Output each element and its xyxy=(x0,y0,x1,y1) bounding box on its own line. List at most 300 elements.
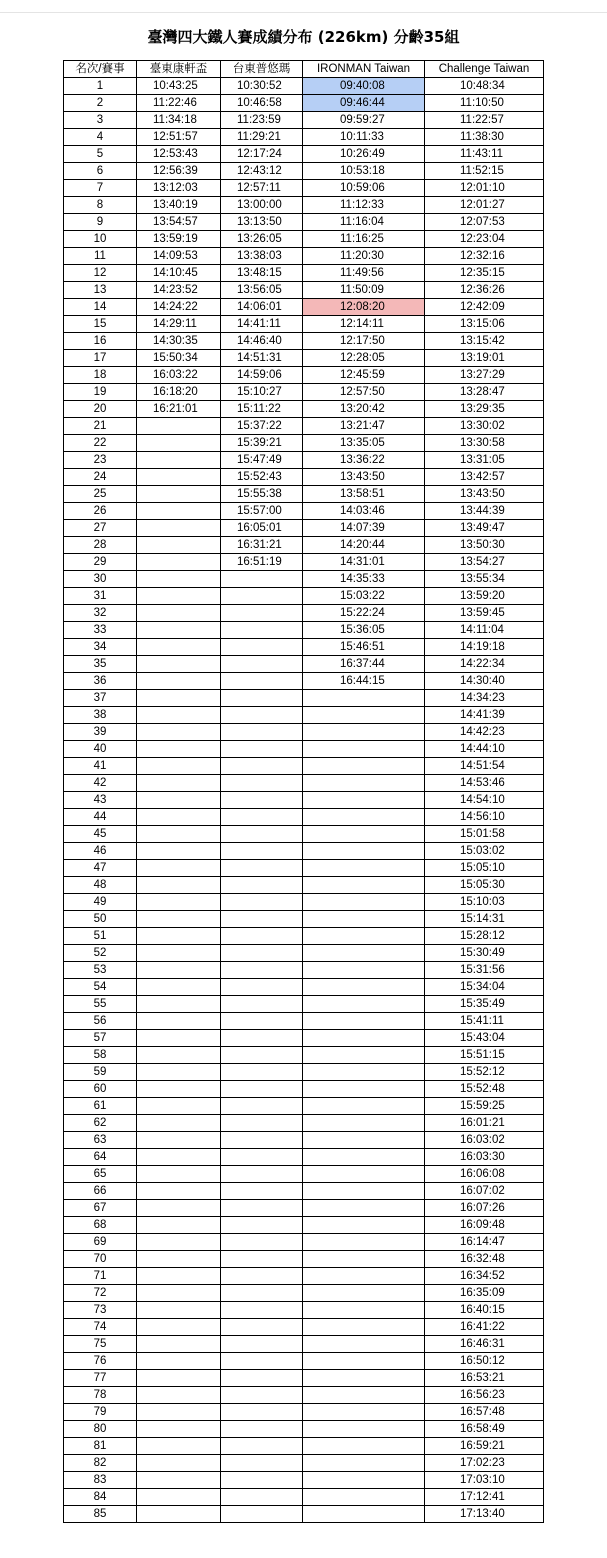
cell-challenge-taiwan: 16:01:21 xyxy=(425,1115,544,1132)
cell-challenge-taiwan: 13:15:42 xyxy=(425,333,544,350)
cell-ironman-taiwan xyxy=(303,741,425,758)
cell-challenge-taiwan: 16:09:48 xyxy=(425,1217,544,1234)
cell-challenge-taiwan: 14:51:54 xyxy=(425,758,544,775)
cell-taitung-puyuma xyxy=(221,571,303,588)
cell-taitung-puyuma xyxy=(221,724,303,741)
cell-rank: 61 xyxy=(64,1098,137,1115)
header-challenge-taiwan: Challenge Taiwan xyxy=(425,61,544,78)
cell-taitung-puyuma xyxy=(221,945,303,962)
cell-kangxuan-cup xyxy=(137,775,221,792)
cell-kangxuan-cup xyxy=(137,1047,221,1064)
cell-kangxuan-cup: 14:10:45 xyxy=(137,265,221,282)
cell-challenge-taiwan: 12:42:09 xyxy=(425,299,544,316)
cell-taitung-puyuma xyxy=(221,1013,303,1030)
cell-rank: 10 xyxy=(64,231,137,248)
cell-ironman-taiwan: 10:59:06 xyxy=(303,180,425,197)
cell-challenge-taiwan: 16:57:48 xyxy=(425,1404,544,1421)
header-kangxuan-cup: 臺東康軒盃 xyxy=(137,61,221,78)
cell-kangxuan-cup xyxy=(137,1030,221,1047)
cell-challenge-taiwan: 16:41:22 xyxy=(425,1319,544,1336)
table-row xyxy=(64,707,544,724)
table-row xyxy=(64,520,544,537)
cell-ironman-taiwan xyxy=(303,894,425,911)
cell-challenge-taiwan: 14:44:10 xyxy=(425,741,544,758)
cell-taitung-puyuma: 16:51:19 xyxy=(221,554,303,571)
cell-rank: 36 xyxy=(64,673,137,690)
table-row xyxy=(64,1217,544,1234)
cell-rank: 59 xyxy=(64,1064,137,1081)
cell-taitung-puyuma xyxy=(221,1268,303,1285)
cell-rank: 12 xyxy=(64,265,137,282)
cell-taitung-puyuma xyxy=(221,928,303,945)
cell-taitung-puyuma xyxy=(221,809,303,826)
header-rank: 名次/賽事 xyxy=(64,61,137,78)
table-row xyxy=(64,503,544,520)
cell-challenge-taiwan: 15:34:04 xyxy=(425,979,544,996)
table-row xyxy=(64,1081,544,1098)
cell-challenge-taiwan: 12:23:04 xyxy=(425,231,544,248)
cell-taitung-puyuma: 14:46:40 xyxy=(221,333,303,350)
cell-taitung-puyuma: 14:06:01 xyxy=(221,299,303,316)
cell-kangxuan-cup xyxy=(137,435,221,452)
cell-rank: 40 xyxy=(64,741,137,758)
cell-kangxuan-cup xyxy=(137,418,221,435)
cell-rank: 30 xyxy=(64,571,137,588)
cell-rank: 74 xyxy=(64,1319,137,1336)
cell-rank: 84 xyxy=(64,1489,137,1506)
cell-kangxuan-cup xyxy=(137,1081,221,1098)
cell-rank: 80 xyxy=(64,1421,137,1438)
cell-rank: 31 xyxy=(64,588,137,605)
cell-challenge-taiwan: 13:15:06 xyxy=(425,316,544,333)
cell-rank: 49 xyxy=(64,894,137,911)
cell-challenge-taiwan: 13:59:45 xyxy=(425,605,544,622)
cell-taitung-puyuma xyxy=(221,1098,303,1115)
cell-kangxuan-cup xyxy=(137,1302,221,1319)
cell-challenge-taiwan: 16:06:08 xyxy=(425,1166,544,1183)
cell-ironman-taiwan: 15:36:05 xyxy=(303,622,425,639)
cell-challenge-taiwan: 13:30:02 xyxy=(425,418,544,435)
cell-taitung-puyuma xyxy=(221,1234,303,1251)
cell-ironman-taiwan xyxy=(303,707,425,724)
results-table xyxy=(63,60,544,1523)
table-row xyxy=(64,350,544,367)
cell-ironman-taiwan: 15:46:51 xyxy=(303,639,425,656)
cell-ironman-taiwan: 13:35:05 xyxy=(303,435,425,452)
cell-challenge-taiwan: 16:46:31 xyxy=(425,1336,544,1353)
cell-challenge-taiwan: 16:32:48 xyxy=(425,1251,544,1268)
cell-kangxuan-cup: 10:43:25 xyxy=(137,78,221,95)
table-row xyxy=(64,758,544,775)
cell-kangxuan-cup xyxy=(137,486,221,503)
cell-ironman-taiwan xyxy=(303,809,425,826)
cell-kangxuan-cup xyxy=(137,1404,221,1421)
cell-kangxuan-cup xyxy=(137,588,221,605)
cell-rank: 75 xyxy=(64,1336,137,1353)
cell-challenge-taiwan: 13:59:20 xyxy=(425,588,544,605)
cell-taitung-puyuma xyxy=(221,639,303,656)
cell-ironman-taiwan xyxy=(303,758,425,775)
cell-kangxuan-cup xyxy=(137,826,221,843)
cell-rank: 33 xyxy=(64,622,137,639)
cell-challenge-taiwan: 13:27:29 xyxy=(425,367,544,384)
cell-taitung-puyuma: 14:51:31 xyxy=(221,350,303,367)
cell-taitung-puyuma xyxy=(221,1217,303,1234)
cell-challenge-taiwan: 15:52:12 xyxy=(425,1064,544,1081)
cell-rank: 73 xyxy=(64,1302,137,1319)
cell-taitung-puyuma xyxy=(221,673,303,690)
cell-challenge-taiwan: 15:59:25 xyxy=(425,1098,544,1115)
cell-ironman-taiwan xyxy=(303,1183,425,1200)
cell-rank: 48 xyxy=(64,877,137,894)
cell-ironman-taiwan xyxy=(303,996,425,1013)
cell-kangxuan-cup: 13:12:03 xyxy=(137,180,221,197)
cell-taitung-puyuma xyxy=(221,1132,303,1149)
cell-kangxuan-cup xyxy=(137,1336,221,1353)
cell-taitung-puyuma xyxy=(221,656,303,673)
cell-kangxuan-cup xyxy=(137,1489,221,1506)
cell-ironman-taiwan xyxy=(303,792,425,809)
table-row xyxy=(64,894,544,911)
cell-taitung-puyuma xyxy=(221,962,303,979)
cell-taitung-puyuma: 15:39:21 xyxy=(221,435,303,452)
cell-ironman-taiwan xyxy=(303,1302,425,1319)
cell-ironman-taiwan: 12:28:05 xyxy=(303,350,425,367)
cell-rank: 82 xyxy=(64,1455,137,1472)
cell-challenge-taiwan: 15:05:30 xyxy=(425,877,544,894)
cell-challenge-taiwan: 16:50:12 xyxy=(425,1353,544,1370)
cell-kangxuan-cup xyxy=(137,1472,221,1489)
cell-kangxuan-cup xyxy=(137,1387,221,1404)
cell-taitung-puyuma xyxy=(221,860,303,877)
cell-rank: 8 xyxy=(64,197,137,214)
cell-ironman-taiwan xyxy=(303,1132,425,1149)
cell-kangxuan-cup xyxy=(137,639,221,656)
cell-ironman-taiwan: 09:46:44 xyxy=(303,95,425,112)
cell-kangxuan-cup: 12:56:39 xyxy=(137,163,221,180)
table-row xyxy=(64,1149,544,1166)
cell-ironman-taiwan xyxy=(303,690,425,707)
cell-challenge-taiwan: 16:59:21 xyxy=(425,1438,544,1455)
cell-kangxuan-cup xyxy=(137,1370,221,1387)
cell-ironman-taiwan xyxy=(303,1319,425,1336)
cell-ironman-taiwan: 11:16:25 xyxy=(303,231,425,248)
table-row xyxy=(64,384,544,401)
table-row xyxy=(64,1251,544,1268)
cell-kangxuan-cup xyxy=(137,1132,221,1149)
cell-challenge-taiwan: 12:01:27 xyxy=(425,197,544,214)
cell-kangxuan-cup xyxy=(137,1285,221,1302)
cell-taitung-puyuma xyxy=(221,1336,303,1353)
table-row xyxy=(64,1506,544,1523)
cell-rank: 55 xyxy=(64,996,137,1013)
cell-challenge-taiwan: 12:07:53 xyxy=(425,214,544,231)
cell-kangxuan-cup: 14:09:53 xyxy=(137,248,221,265)
cell-rank: 64 xyxy=(64,1149,137,1166)
table-row xyxy=(64,571,544,588)
cell-rank: 9 xyxy=(64,214,137,231)
cell-rank: 68 xyxy=(64,1217,137,1234)
cell-taitung-puyuma xyxy=(221,1115,303,1132)
cell-kangxuan-cup xyxy=(137,554,221,571)
cell-kangxuan-cup xyxy=(137,1013,221,1030)
table-row xyxy=(64,1098,544,1115)
table-row xyxy=(64,316,544,333)
cell-challenge-taiwan: 15:31:56 xyxy=(425,962,544,979)
cell-kangxuan-cup xyxy=(137,1353,221,1370)
cell-taitung-puyuma xyxy=(221,775,303,792)
cell-challenge-taiwan: 10:48:34 xyxy=(425,78,544,95)
cell-challenge-taiwan: 13:28:47 xyxy=(425,384,544,401)
table-row xyxy=(64,112,544,129)
cell-ironman-taiwan xyxy=(303,1098,425,1115)
cell-ironman-taiwan xyxy=(303,1472,425,1489)
cell-rank: 58 xyxy=(64,1047,137,1064)
cell-rank: 50 xyxy=(64,911,137,928)
cell-taitung-puyuma xyxy=(221,1506,303,1523)
cell-rank: 22 xyxy=(64,435,137,452)
table-row xyxy=(64,911,544,928)
cell-kangxuan-cup xyxy=(137,843,221,860)
cell-ironman-taiwan xyxy=(303,1013,425,1030)
cell-kangxuan-cup xyxy=(137,1115,221,1132)
cell-taitung-puyuma: 12:17:24 xyxy=(221,146,303,163)
cell-taitung-puyuma xyxy=(221,741,303,758)
table-row xyxy=(64,95,544,112)
table-row xyxy=(64,163,544,180)
cell-ironman-taiwan: 13:20:42 xyxy=(303,401,425,418)
cell-ironman-taiwan xyxy=(303,979,425,996)
cell-rank: 42 xyxy=(64,775,137,792)
cell-challenge-taiwan: 15:41:11 xyxy=(425,1013,544,1030)
cell-ironman-taiwan: 16:37:44 xyxy=(303,656,425,673)
cell-taitung-puyuma: 11:23:59 xyxy=(221,112,303,129)
cell-challenge-taiwan: 14:22:34 xyxy=(425,656,544,673)
cell-challenge-taiwan: 14:30:40 xyxy=(425,673,544,690)
cell-kangxuan-cup: 14:23:52 xyxy=(137,282,221,299)
cell-taitung-puyuma: 15:57:00 xyxy=(221,503,303,520)
cell-kangxuan-cup xyxy=(137,996,221,1013)
cell-ironman-taiwan: 16:44:15 xyxy=(303,673,425,690)
cell-ironman-taiwan xyxy=(303,1353,425,1370)
cell-ironman-taiwan: 14:31:01 xyxy=(303,554,425,571)
table-row xyxy=(64,486,544,503)
cell-ironman-taiwan xyxy=(303,1455,425,1472)
table-row xyxy=(64,1234,544,1251)
cell-taitung-puyuma xyxy=(221,707,303,724)
cell-taitung-puyuma: 12:43:12 xyxy=(221,163,303,180)
cell-kangxuan-cup: 13:59:19 xyxy=(137,231,221,248)
cell-challenge-taiwan: 13:42:57 xyxy=(425,469,544,486)
cell-ironman-taiwan: 13:36:22 xyxy=(303,452,425,469)
cell-kangxuan-cup xyxy=(137,1149,221,1166)
cell-kangxuan-cup xyxy=(137,877,221,894)
cell-taitung-puyuma xyxy=(221,1030,303,1047)
cell-taitung-puyuma: 11:29:21 xyxy=(221,129,303,146)
cell-ironman-taiwan: 09:59:27 xyxy=(303,112,425,129)
table-row xyxy=(64,1404,544,1421)
cell-taitung-puyuma xyxy=(221,1489,303,1506)
cell-ironman-taiwan: 09:40:08 xyxy=(303,78,425,95)
table-row xyxy=(64,469,544,486)
table-row xyxy=(64,418,544,435)
cell-taitung-puyuma xyxy=(221,1370,303,1387)
cell-ironman-taiwan xyxy=(303,1336,425,1353)
cell-ironman-taiwan xyxy=(303,1064,425,1081)
cell-rank: 11 xyxy=(64,248,137,265)
cell-kangxuan-cup xyxy=(137,1438,221,1455)
cell-kangxuan-cup: 16:03:22 xyxy=(137,367,221,384)
cell-taitung-puyuma xyxy=(221,1472,303,1489)
cell-kangxuan-cup: 16:21:01 xyxy=(137,401,221,418)
cell-ironman-taiwan: 11:16:04 xyxy=(303,214,425,231)
table-row xyxy=(64,809,544,826)
cell-kangxuan-cup xyxy=(137,724,221,741)
cell-challenge-taiwan: 12:35:15 xyxy=(425,265,544,282)
cell-taitung-puyuma xyxy=(221,1149,303,1166)
cell-kangxuan-cup xyxy=(137,911,221,928)
cell-challenge-taiwan: 14:56:10 xyxy=(425,809,544,826)
cell-kangxuan-cup xyxy=(137,741,221,758)
cell-challenge-taiwan: 16:56:23 xyxy=(425,1387,544,1404)
cell-rank: 70 xyxy=(64,1251,137,1268)
cell-kangxuan-cup xyxy=(137,1166,221,1183)
cell-taitung-puyuma xyxy=(221,1455,303,1472)
cell-ironman-taiwan xyxy=(303,1217,425,1234)
cell-rank: 6 xyxy=(64,163,137,180)
table-row xyxy=(64,979,544,996)
cell-kangxuan-cup xyxy=(137,945,221,962)
cell-challenge-taiwan: 13:31:05 xyxy=(425,452,544,469)
cell-ironman-taiwan xyxy=(303,911,425,928)
table-row xyxy=(64,792,544,809)
cell-rank: 85 xyxy=(64,1506,137,1523)
cell-rank: 78 xyxy=(64,1387,137,1404)
table-row xyxy=(64,78,544,95)
cell-rank: 66 xyxy=(64,1183,137,1200)
table-row xyxy=(64,1285,544,1302)
table-row xyxy=(64,1132,544,1149)
cell-ironman-taiwan: 14:03:46 xyxy=(303,503,425,520)
cell-taitung-puyuma xyxy=(221,1353,303,1370)
cell-challenge-taiwan: 13:54:27 xyxy=(425,554,544,571)
table-row xyxy=(64,1438,544,1455)
cell-challenge-taiwan: 15:35:49 xyxy=(425,996,544,1013)
cell-challenge-taiwan: 13:29:35 xyxy=(425,401,544,418)
cell-taitung-puyuma xyxy=(221,605,303,622)
table-row xyxy=(64,537,544,554)
cell-taitung-puyuma xyxy=(221,1319,303,1336)
cell-kangxuan-cup xyxy=(137,1234,221,1251)
header-taitung-puyuma: 台東普悠瑪 xyxy=(221,61,303,78)
cell-kangxuan-cup: 15:50:34 xyxy=(137,350,221,367)
cell-kangxuan-cup xyxy=(137,1506,221,1523)
cell-rank: 57 xyxy=(64,1030,137,1047)
cell-ironman-taiwan: 10:11:33 xyxy=(303,129,425,146)
cell-challenge-taiwan: 16:07:02 xyxy=(425,1183,544,1200)
cell-challenge-taiwan: 15:52:48 xyxy=(425,1081,544,1098)
cell-taitung-puyuma xyxy=(221,792,303,809)
cell-kangxuan-cup xyxy=(137,707,221,724)
table-row xyxy=(64,622,544,639)
cell-challenge-taiwan: 17:13:40 xyxy=(425,1506,544,1523)
cell-rank: 76 xyxy=(64,1353,137,1370)
cell-taitung-puyuma xyxy=(221,911,303,928)
cell-taitung-puyuma xyxy=(221,1200,303,1217)
cell-taitung-puyuma: 10:46:58 xyxy=(221,95,303,112)
table-row xyxy=(64,605,544,622)
cell-ironman-taiwan: 15:03:22 xyxy=(303,588,425,605)
cell-challenge-taiwan: 17:02:23 xyxy=(425,1455,544,1472)
table-row xyxy=(64,452,544,469)
cell-challenge-taiwan: 13:55:34 xyxy=(425,571,544,588)
table-row xyxy=(64,435,544,452)
table-row xyxy=(64,945,544,962)
cell-challenge-taiwan: 14:54:10 xyxy=(425,792,544,809)
cell-rank: 45 xyxy=(64,826,137,843)
cell-challenge-taiwan: 13:19:01 xyxy=(425,350,544,367)
cell-taitung-puyuma xyxy=(221,1251,303,1268)
cell-ironman-taiwan: 11:50:09 xyxy=(303,282,425,299)
cell-rank: 25 xyxy=(64,486,137,503)
cell-taitung-puyuma: 13:13:50 xyxy=(221,214,303,231)
results-body xyxy=(64,78,544,1523)
cell-rank: 79 xyxy=(64,1404,137,1421)
table-row xyxy=(64,826,544,843)
table-row xyxy=(64,1030,544,1047)
cell-ironman-taiwan: 14:07:39 xyxy=(303,520,425,537)
table-row xyxy=(64,928,544,945)
cell-kangxuan-cup xyxy=(137,1268,221,1285)
cell-rank: 67 xyxy=(64,1200,137,1217)
cell-challenge-taiwan: 13:49:47 xyxy=(425,520,544,537)
cell-rank: 77 xyxy=(64,1370,137,1387)
cell-challenge-taiwan: 14:41:39 xyxy=(425,707,544,724)
cell-rank: 24 xyxy=(64,469,137,486)
cell-rank: 1 xyxy=(64,78,137,95)
page-title: 臺灣四大鐵人賽成績分布 (226km) 分齡35組 xyxy=(147,28,460,46)
cell-rank: 63 xyxy=(64,1132,137,1149)
table-row xyxy=(64,690,544,707)
cell-ironman-taiwan: 11:49:56 xyxy=(303,265,425,282)
cell-rank: 56 xyxy=(64,1013,137,1030)
cell-taitung-puyuma: 15:55:38 xyxy=(221,486,303,503)
cell-taitung-puyuma: 14:59:06 xyxy=(221,367,303,384)
cell-rank: 35 xyxy=(64,656,137,673)
cell-kangxuan-cup: 12:51:57 xyxy=(137,129,221,146)
cell-rank: 20 xyxy=(64,401,137,418)
cell-ironman-taiwan: 12:14:11 xyxy=(303,316,425,333)
cell-ironman-taiwan: 10:26:49 xyxy=(303,146,425,163)
cell-ironman-taiwan: 13:43:50 xyxy=(303,469,425,486)
cell-kangxuan-cup xyxy=(137,520,221,537)
cell-kangxuan-cup: 14:30:35 xyxy=(137,333,221,350)
cell-rank: 53 xyxy=(64,962,137,979)
header-ironman-taiwan: IRONMAN Taiwan xyxy=(303,61,425,78)
cell-taitung-puyuma: 12:57:11 xyxy=(221,180,303,197)
cell-rank: 60 xyxy=(64,1081,137,1098)
cell-kangxuan-cup xyxy=(137,673,221,690)
cell-kangxuan-cup xyxy=(137,1217,221,1234)
cell-challenge-taiwan: 17:12:41 xyxy=(425,1489,544,1506)
cell-rank: 71 xyxy=(64,1268,137,1285)
cell-kangxuan-cup xyxy=(137,1251,221,1268)
cell-challenge-taiwan: 13:50:30 xyxy=(425,537,544,554)
cell-ironman-taiwan xyxy=(303,1404,425,1421)
cell-taitung-puyuma xyxy=(221,1285,303,1302)
cell-challenge-taiwan: 16:58:49 xyxy=(425,1421,544,1438)
table-row xyxy=(64,1455,544,1472)
